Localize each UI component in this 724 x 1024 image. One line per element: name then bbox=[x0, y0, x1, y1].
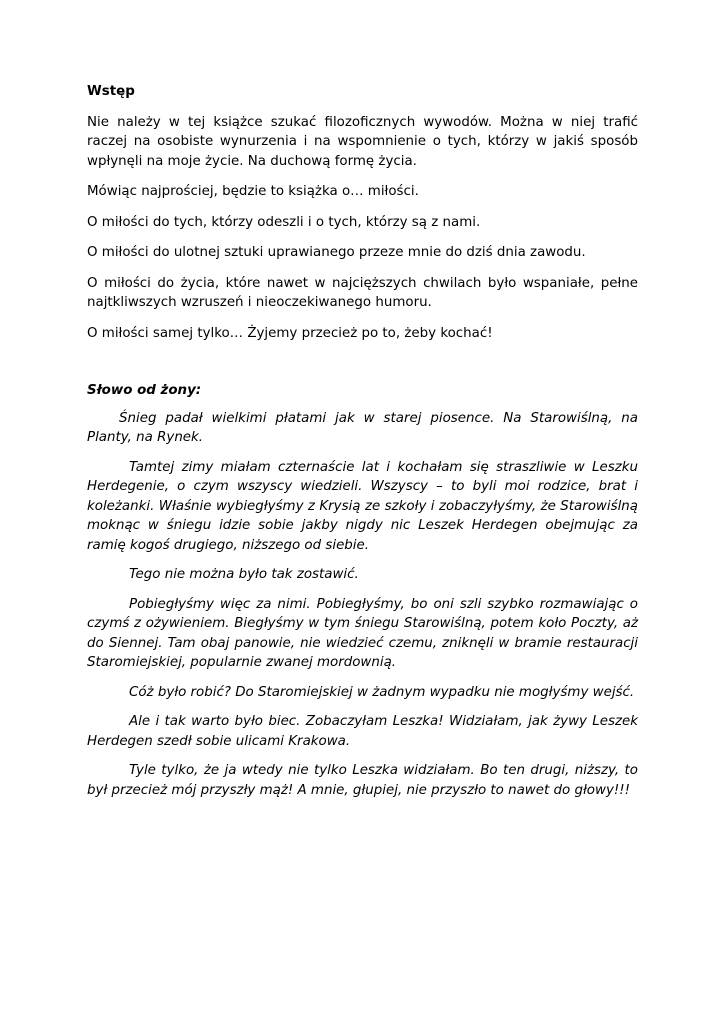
intro-heading: Wstęp bbox=[87, 84, 135, 99]
wife-paragraph: Tyle tylko, że ja wtedy nie tylko Leszka widziałam. Bo ten drugi, niższy, to był przecież mój przyszły mąż! A mnie, głupiej, nie przyszło to nawet do głowy!!! bbox=[87, 763, 638, 798]
wife-paragraph: Cóż było robić? Do Staromiejskiej w żadnym wypadku nie mogłyśmy wejść. bbox=[129, 684, 635, 700]
wife-paragraph: Tego nie można było tak zostawić. bbox=[129, 567, 359, 582]
wife-paragraph: Pobiegłyśmy więc za nimi. Pobiegłyśmy, bo oni szli szybko rozmawiając o czymś z ożywieniem. Biegłyśmy w tym śniegu Starowiślną, potem koło Poczty, aż do Siennej. Tam obaj panowie, nie wiedzieć czemu, zniknęli w bramie restauracji Staromiejskiej, popularnie zwanej mordownią. bbox=[87, 596, 638, 670]
intro-section bbox=[87, 82, 638, 343]
intro-paragraph: O miłości do ulotnej sztuki uprawianego przeze mnie do dziś dnia zawodu. bbox=[87, 245, 586, 260]
intro-paragraph: O miłości do tych, którzy odeszli i o tych, którzy są z nami. bbox=[87, 214, 481, 230]
wife-paragraph: Ale i tak warto było biec. Zobaczyłam Leszka! Widziałam, jak żywy Leszek Herdegen szedł sobie ulicami Krakowa. bbox=[87, 714, 638, 749]
intro-paragraph: Mówiąc najprościej, będzie to książka o… miłości. bbox=[87, 184, 419, 199]
wife-paragraph: Tamtej zimy miałam czternaście lat i kochałam się straszliwie w Leszku Herdegenie, o czym wszyscy wiedzieli. Wszyscy – to byli moi rodzice, brat i koleżanki. Właśnie wybiegłyśmy z Krysią ze szkoły i zobaczyłyśmy, że Starowiślną moknąc w śniegu idzie sobie jakby nigdy nic Leszek Herdegen obejmując za ramię kogoś drugiego, niższego od siebie. bbox=[87, 459, 638, 553]
wife-section-heading: Słowo od żony: bbox=[87, 383, 202, 398]
intro-paragraph: O miłości samej tylko… Żyjemy przecież po to, żeby kochać! bbox=[87, 325, 493, 341]
intro-paragraph: O miłości do życia, które nawet w najcięższych chwilach było wspaniałe, pełne najtkliwszych wzruszeń i nieoczekiwanego humoru. bbox=[87, 275, 638, 310]
intro-paragraph: Nie należy w tej książce szukać filozoficznych wywodów. Można w niej trafić raczej na osobiste wynurzenia i na wspomnienie o tych, którzy w jakiś sposób wpłynęli na moje życie. Na duchową formę życia. bbox=[87, 114, 638, 169]
wife-paragraph: Śnieg padał wielkimi płatami jak w starej piosence. Na Starowiślną, na Planty, na Rynek. bbox=[87, 410, 638, 445]
document-page bbox=[87, 82, 638, 810]
wife-section bbox=[87, 381, 638, 800]
